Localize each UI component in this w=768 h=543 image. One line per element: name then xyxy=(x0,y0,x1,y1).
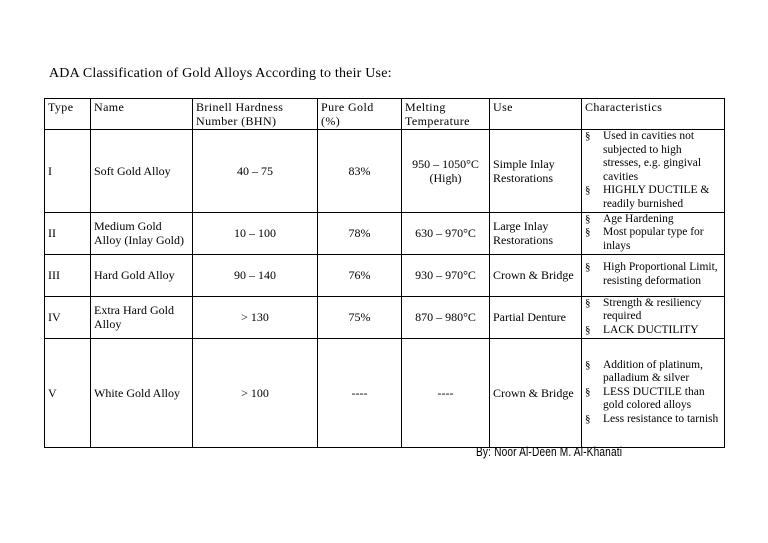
bullet-icon: § xyxy=(585,385,591,398)
author-signature: By: Noor Al-Deen M. Al-Khanati xyxy=(476,444,623,459)
header-type: Type xyxy=(45,99,91,130)
bullet-icon: § xyxy=(585,323,591,336)
cell-pure-gold: 75% xyxy=(318,296,402,338)
cell-characteristics xyxy=(582,212,725,254)
characteristics-list xyxy=(585,213,721,254)
bullet-icon: § xyxy=(585,184,591,197)
cell-type: III xyxy=(45,254,91,296)
cell-pure-gold: ---- xyxy=(318,338,402,447)
cell-melting: 930 – 970°C xyxy=(402,254,490,296)
cell-use: Partial Denture xyxy=(490,296,582,338)
header-use: Use xyxy=(490,99,582,130)
cell-characteristics xyxy=(582,338,725,447)
cell-pure-gold: 83% xyxy=(318,130,402,213)
cell-use: Simple Inlay Restorations xyxy=(490,130,582,213)
header-characteristics: Characteristics xyxy=(582,99,725,130)
list-item: § LACK DUCTILITY xyxy=(585,323,699,336)
header-bhn: Brinell Hardness Number (BHN) xyxy=(193,99,318,130)
characteristics-list xyxy=(585,297,721,338)
cell-bhn: 10 – 100 xyxy=(193,212,318,254)
bullet-icon: § xyxy=(585,212,591,225)
characteristics-list xyxy=(585,130,721,212)
cell-pure-gold: 78% xyxy=(318,212,402,254)
cell-type: V xyxy=(45,338,91,447)
cell-use: Crown & Bridge xyxy=(490,254,582,296)
cell-name: Soft Gold Alloy xyxy=(91,130,193,213)
cell-bhn: 90 – 140 xyxy=(193,254,318,296)
header-name: Name xyxy=(91,99,193,130)
bullet-icon: § xyxy=(585,358,591,371)
cell-pure-gold: 76% xyxy=(318,254,402,296)
list-item: § Addition of platinum, palladium & silver xyxy=(585,358,703,385)
cell-characteristics xyxy=(582,254,725,296)
cell-bhn: 40 – 75 xyxy=(193,130,318,213)
header-row xyxy=(45,99,725,130)
table-row xyxy=(45,296,725,338)
header-melting: Melting Temperature xyxy=(402,99,490,130)
cell-melting: 870 – 980°C xyxy=(402,296,490,338)
cell-use: Large Inlay Restorations xyxy=(490,212,582,254)
cell-type: IV xyxy=(45,296,91,338)
cell-name: Medium Gold Alloy (Inlay Gold) xyxy=(91,212,193,254)
cell-name: Extra Hard Gold Alloy xyxy=(91,296,193,338)
list-item: § Less resistance to tarnish xyxy=(585,412,719,425)
cell-melting: 950 – 1050°C (High) xyxy=(402,130,490,213)
table-row xyxy=(45,254,725,296)
cell-melting: 630 – 970°C xyxy=(402,212,490,254)
list-item: § Age Hardening xyxy=(585,212,674,225)
gold-alloy-table xyxy=(44,98,725,448)
table-row xyxy=(45,338,725,447)
table-row xyxy=(45,130,725,213)
header-pure-gold: Pure Gold (%) xyxy=(318,99,402,130)
cell-characteristics xyxy=(582,296,725,338)
cell-melting: ---- xyxy=(402,338,490,447)
cell-type: I xyxy=(45,130,91,213)
list-item: § LESS DUCTILE than gold colored alloys xyxy=(585,385,705,412)
bullet-icon: § xyxy=(585,296,591,309)
bullet-icon: § xyxy=(585,130,591,142)
cell-name: Hard Gold Alloy xyxy=(91,254,193,296)
bullet-icon: § xyxy=(585,226,591,239)
cell-bhn: > 100 xyxy=(193,338,318,447)
bullet-icon: § xyxy=(585,261,591,274)
table-row xyxy=(45,212,725,254)
list-item: § Strength & resiliency required xyxy=(585,296,702,323)
characteristics-list xyxy=(585,359,721,427)
list-item: § Most popular type for inlays xyxy=(585,226,704,252)
page-title: ADA Classification of Gold Alloys According to their Use: xyxy=(49,66,392,81)
cell-type: II xyxy=(45,212,91,254)
characteristics-list xyxy=(585,261,721,288)
cell-bhn: > 130 xyxy=(193,296,318,338)
cell-characteristics xyxy=(582,130,725,213)
cell-use: Crown & Bridge xyxy=(490,338,582,447)
list-item: § Used in cavities not subjected to high stresses, e.g. gingival cavities xyxy=(585,130,702,183)
list-item: § High Proportional Limit, resisting deformation xyxy=(585,261,718,288)
list-item: § HIGHLY DUCTILE & readily burnished xyxy=(585,184,710,210)
cell-name: White Gold Alloy xyxy=(91,338,193,447)
bullet-icon: § xyxy=(585,412,591,425)
